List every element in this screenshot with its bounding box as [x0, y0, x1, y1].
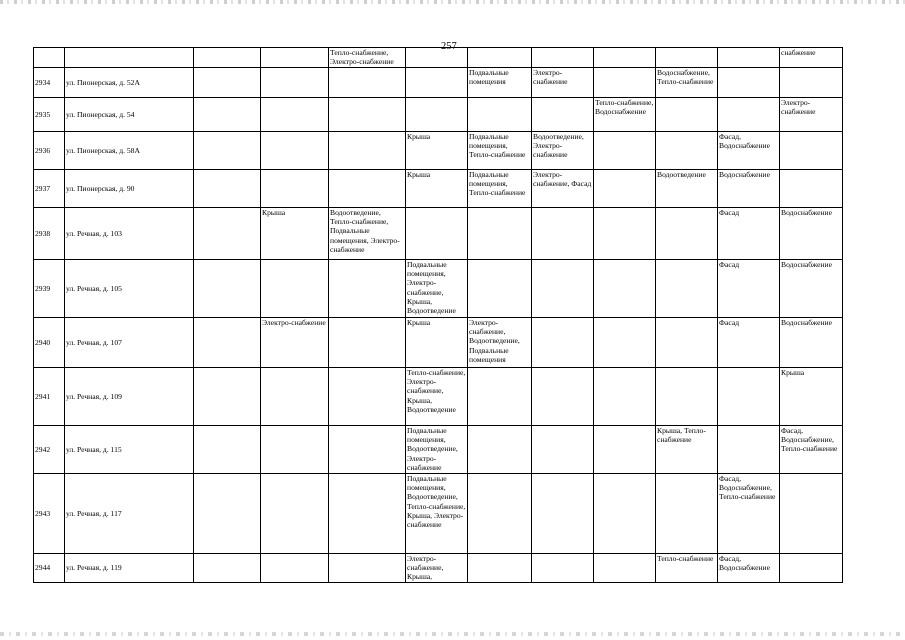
table-cell	[194, 368, 261, 426]
table-cell	[532, 98, 594, 132]
table-cell	[261, 48, 329, 68]
table-cell: Фасад	[718, 260, 780, 318]
table-cell: снабжение	[780, 48, 843, 68]
table-cell	[468, 98, 532, 132]
table-cell	[532, 474, 594, 554]
table-cell	[194, 474, 261, 554]
table-cell	[468, 426, 532, 474]
table-cell	[468, 48, 532, 68]
table-cell: Крыша, Тепло-снабжение	[656, 426, 718, 474]
table-cell: Фасад, Водоснабжение, Тепло-снабжение	[718, 474, 780, 554]
table-cell	[329, 474, 406, 554]
table-cell	[594, 170, 656, 208]
table-cell	[406, 68, 468, 98]
table-cell	[656, 474, 718, 554]
table-cell	[780, 554, 843, 583]
table-cell	[532, 318, 594, 368]
table-cell	[329, 98, 406, 132]
table-cell	[261, 368, 329, 426]
table-cell: Подвальные помещения, Тепло-снабжение	[468, 170, 532, 208]
scan-edge-bottom	[0, 632, 905, 636]
table-cell	[594, 426, 656, 474]
table-cell	[594, 48, 656, 68]
table-cell	[261, 68, 329, 98]
row-number: 2935	[34, 98, 65, 132]
row-number: 2934	[34, 68, 65, 98]
table-cell: Электро-снабжение, Крыша,	[406, 554, 468, 583]
table-cell: Подвальные помещения, Тепло-снабжение	[468, 132, 532, 170]
scan-edge-top	[0, 0, 905, 4]
row-number: 2939	[34, 260, 65, 318]
table-row	[34, 426, 843, 474]
row-address: ул. Пионерская, д. 54	[65, 98, 194, 132]
repair-schedule-table	[33, 47, 843, 583]
page-number: 257	[441, 41, 457, 52]
table-cell	[656, 132, 718, 170]
table-cell: Водоснабжение, Тепло-снабжение	[656, 68, 718, 98]
table-row	[34, 68, 843, 98]
table-cell: Водоснабжение	[718, 170, 780, 208]
table-cell	[656, 98, 718, 132]
table-cell	[780, 170, 843, 208]
table-cell	[718, 368, 780, 426]
table-cell: Электро-снабжение	[780, 98, 843, 132]
row-number: 2940	[34, 318, 65, 368]
table-cell	[780, 132, 843, 170]
table-cell	[329, 318, 406, 368]
table-cell	[261, 98, 329, 132]
table-cell	[261, 260, 329, 318]
table-cell	[194, 554, 261, 583]
table-cell	[468, 208, 532, 260]
row-address: ул. Речная, д. 105	[65, 260, 194, 318]
table-cell: Фасад, Водоснабжение, Тепло-снабжение	[780, 426, 843, 474]
table-cell	[594, 474, 656, 554]
table-cell	[329, 260, 406, 318]
table-cell: Водоотведение, Электро-снабжение	[532, 132, 594, 170]
table-cell: Тепло-снабжение	[656, 554, 718, 583]
table-cell	[65, 48, 194, 68]
table-row	[34, 208, 843, 260]
table-cell	[656, 208, 718, 260]
table-cell	[468, 368, 532, 426]
row-number: 2936	[34, 132, 65, 170]
table-row	[34, 260, 843, 318]
table-cell	[468, 474, 532, 554]
table-cell: Крыша	[406, 170, 468, 208]
table-cell	[194, 48, 261, 68]
table-cell	[532, 368, 594, 426]
table-cell: Фасад, Водоснабжение	[718, 132, 780, 170]
row-address: ул. Речная, д. 103	[65, 208, 194, 260]
table-cell: Тепло-снабжение, Электро-снабжение, Крыша, Водоотведение	[406, 368, 468, 426]
table-cell: Фасад, Водоснабжение	[718, 554, 780, 583]
table-cell	[194, 132, 261, 170]
table-cell: Электро-снабжение, Фасад	[532, 170, 594, 208]
table-row	[34, 98, 843, 132]
table-cell: Подвальные помещения, Водоотведение, Электро-снабжение	[406, 426, 468, 474]
table-cell	[532, 48, 594, 68]
table-cell	[718, 68, 780, 98]
table-cell	[194, 426, 261, 474]
table-cell	[656, 260, 718, 318]
table-cell: Фасад	[718, 318, 780, 368]
table-cell	[406, 208, 468, 260]
table-cell	[594, 368, 656, 426]
table-cell	[406, 98, 468, 132]
table-cell	[261, 554, 329, 583]
table-cell	[194, 98, 261, 132]
row-address: ул. Пионерская, д. 90	[65, 170, 194, 208]
table-cell: Тепло-снабжение, Электро-снабжение	[329, 48, 406, 68]
table-cell: Электро-снабжение	[532, 68, 594, 98]
table-cell	[656, 368, 718, 426]
table-cell	[780, 68, 843, 98]
row-address: ул. Речная, д. 117	[65, 474, 194, 554]
table-cell	[532, 426, 594, 474]
table-row	[34, 170, 843, 208]
row-number: 2941	[34, 368, 65, 426]
row-number: 2938	[34, 208, 65, 260]
table-cell: Крыша	[261, 208, 329, 260]
table-cell	[194, 68, 261, 98]
table-cell	[329, 554, 406, 583]
table-row	[34, 318, 843, 368]
table-cell	[194, 318, 261, 368]
row-address: ул. Речная, д. 115	[65, 426, 194, 474]
table-row	[34, 132, 843, 170]
continuation-row	[34, 48, 843, 68]
row-address: ул. Пионерская, д. 52А	[65, 68, 194, 98]
table-cell	[261, 426, 329, 474]
table-cell: Водоотведение	[656, 170, 718, 208]
table-cell: Тепло-снабжение, Водоснабжение	[594, 98, 656, 132]
table-cell	[594, 318, 656, 368]
table-cell	[718, 98, 780, 132]
table-cell: Водоснабжение	[780, 260, 843, 318]
row-number: 2944	[34, 554, 65, 583]
table-cell: Водоснабжение	[780, 318, 843, 368]
table-cell	[594, 554, 656, 583]
table-cell	[656, 318, 718, 368]
table-cell	[194, 170, 261, 208]
table-cell	[329, 426, 406, 474]
row-address: ул. Речная, д. 107	[65, 318, 194, 368]
table-cell	[261, 132, 329, 170]
table-cell: Крыша	[780, 368, 843, 426]
table-cell	[194, 208, 261, 260]
table-cell	[194, 260, 261, 318]
table-cell	[34, 48, 65, 68]
table-cell	[532, 554, 594, 583]
table-cell	[532, 208, 594, 260]
table-cell	[532, 260, 594, 318]
table-cell: Электро-снабжение, Водоотведение, Подвальные помещения	[468, 318, 532, 368]
table-cell: Водоснабжение	[780, 208, 843, 260]
table-cell	[261, 474, 329, 554]
table-cell	[718, 48, 780, 68]
table-cell: Крыша	[406, 132, 468, 170]
table-row	[34, 474, 843, 554]
table-cell	[468, 260, 532, 318]
table-cell	[468, 554, 532, 583]
table-cell: Электро-снабжение	[261, 318, 329, 368]
table-cell	[594, 260, 656, 318]
table-cell	[261, 170, 329, 208]
table-cell	[780, 474, 843, 554]
table-cell	[594, 132, 656, 170]
table-cell	[656, 48, 718, 68]
row-number: 2942	[34, 426, 65, 474]
row-address: ул. Речная, д. 109	[65, 368, 194, 426]
row-address: ул. Пионерская, д. 58А	[65, 132, 194, 170]
table-cell	[594, 68, 656, 98]
table-cell: Водоотведение, Тепло-снабжение, Подвальные помещения, Электро-снабжение	[329, 208, 406, 260]
table-cell	[718, 426, 780, 474]
table-cell: Подвальные помещения	[468, 68, 532, 98]
table-cell: Подвальные помещения, Электро-снабжение, Крыша, Водоотведение	[406, 260, 468, 318]
table-cell	[329, 68, 406, 98]
row-number: 2937	[34, 170, 65, 208]
table-cell: Фасад	[718, 208, 780, 260]
table-cell	[329, 368, 406, 426]
table-cell	[329, 170, 406, 208]
table-cell	[594, 208, 656, 260]
row-address: ул. Речная, д. 119	[65, 554, 194, 583]
table-cell	[406, 48, 468, 68]
table-row	[34, 368, 843, 426]
row-number: 2943	[34, 474, 65, 554]
table-cell: Подвальные помещения, Водоотведение, Тепло-снабжение, Крыша, Электро-снабжение	[406, 474, 468, 554]
table-cell: Крыша	[406, 318, 468, 368]
table-row	[34, 554, 843, 583]
table-cell	[329, 132, 406, 170]
